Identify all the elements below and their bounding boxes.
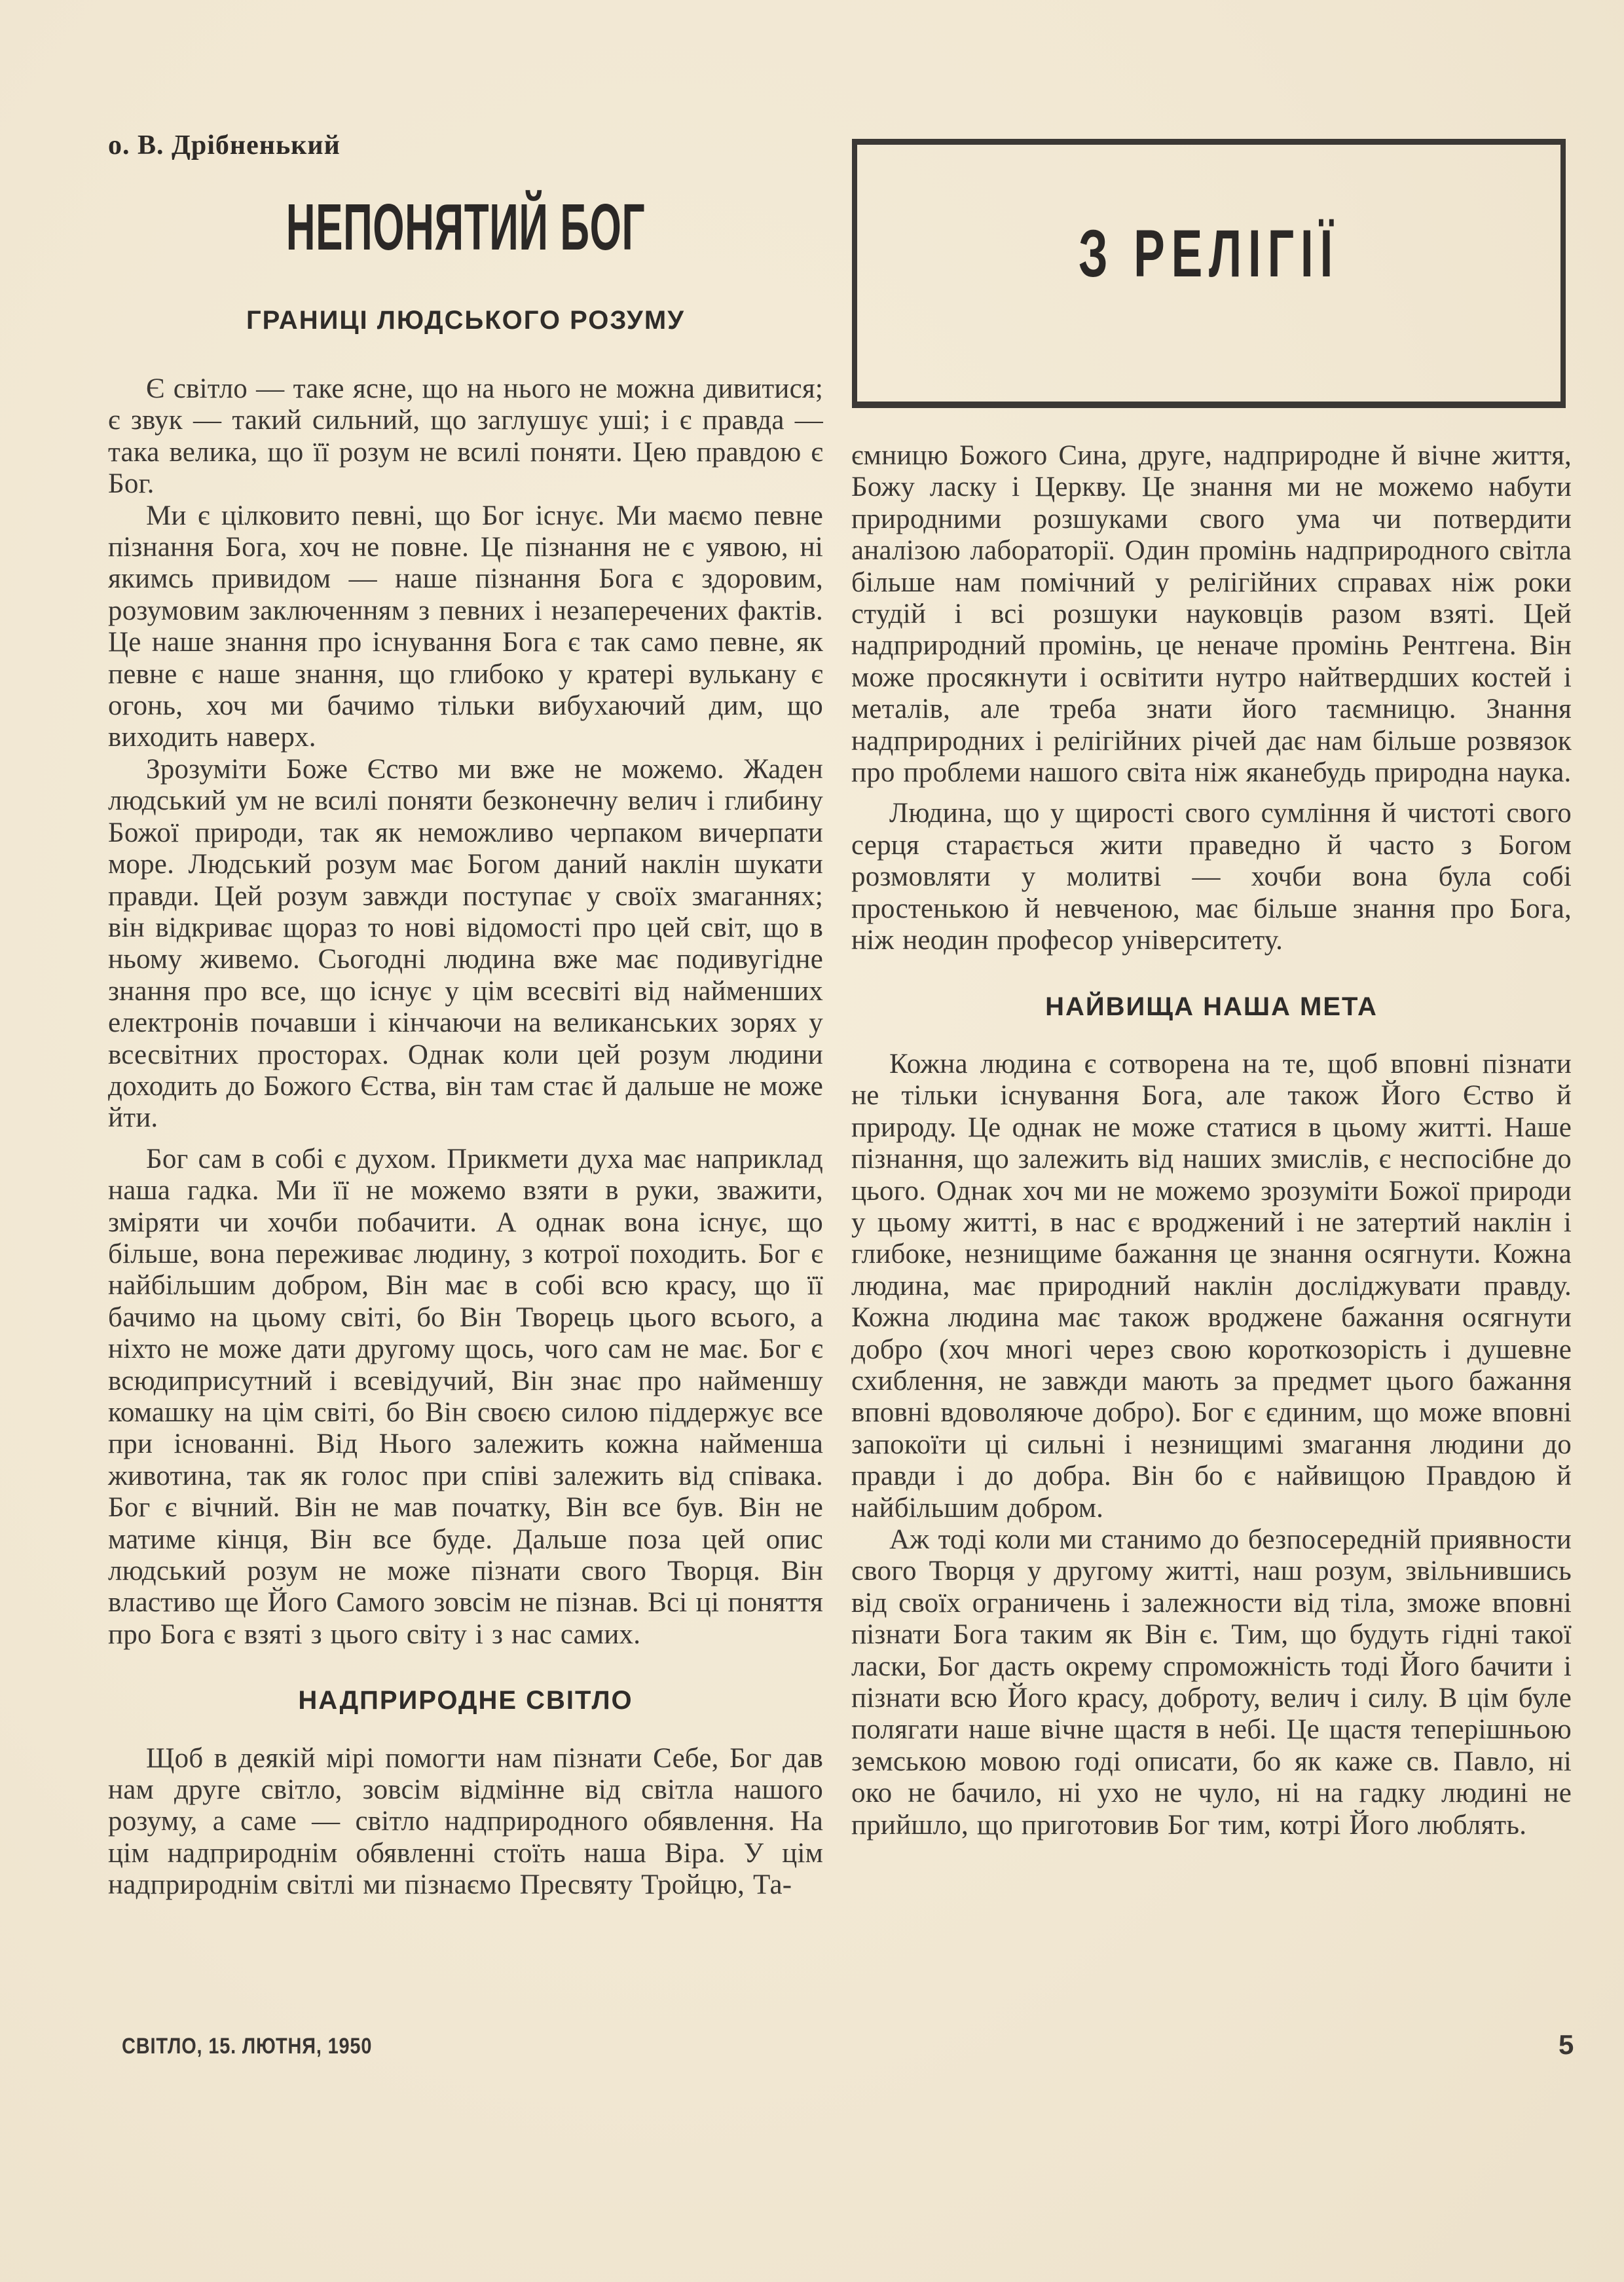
paragraph: Кожна людина є сотворена на те, щоб вповні пізнати не тільки існування Бога, але також Його Єство й природу. Це однак не може статися в цьому житті. Наше пізнання, що залежить від наших змислів, є неспосібне до цього. Однак хоч ми не можемо зрозуміти Божої природи у цьому житті, в нас є вроджений і не затертий наклін і глибоке, незнищиме бажання це знання осягнути. Кожна людина, має природний наклін досліджувати правду. Кожна людина має також вроджене бажання осягнути добро (хоч многі через свою короткозорість і душевне схиблення, не завжди мають за предмет цього бажання вповні вдоволяюче добро). Бог є єдиним, що може вповні запокоїти ці сильні і незнищимі змагання людини до правди і до добра. Він бо є найвищою Правдою й найбільшим добром.	[851, 1048, 1572, 1524]
page-number: 5	[1559, 2029, 1574, 2060]
author-byline: о. В. Дрібненький	[108, 130, 341, 160]
paragraph: Аж тоді коли ми станимо до безпосередній приявности свого Творця у другому житті, наш розум, звільнившись від своїх ограничень і залежности від тіла, зможе вповні пізнати Бога таким як Він є. Тим, що будуть гідні такої ласки, Бог дасть окрему спроможність тоді Його бачити і пізнати всю Його красу, доброту, велич і силу. В цім буле полягати наше вічне щастя в небі. Це щастя теперішньою земською мовою годі описати, бо як каже св. Павло, ні око не бачило, ні ухо не чуло, ні на гадку людині не прийшло, що приготовив Бог тим, котрі Його люблять.	[851, 1524, 1572, 1841]
paragraph: ємницю Божого Сина, друге, надприродне й вічне життя, Божу ласку і Церкву. Це знання ми не можемо набути природними розшуками свого ума чи потвердити аналізою лабораторії. Один промінь надприродного світла більше нам помічний у релігійних справах ніж роки студій і всі розшуки науковців разом взяті. Цей надприродний промінь, це неначе промінь Рентгена. Він може просякнути і освітити нутро найтвердших костей і металів, але треба знати його таємницю. Знання надприродних і релігійних річей дає нам більше розвязок про проблеми нашого світа ніж яканебудь природна наука.	[851, 440, 1572, 789]
paragraph: Бог сам в собі є духом. Прикмети духа має наприклад наша гадка. Ми її не можемо взяти в руки, зважити, зміряти чи хочби побачити. А однак вона існує, що більше, вона переживає людину, з котрої походить. Бог є найбільшим добром, Він має в собі всю красу, що її бачимо на цьому світі, бо Він Творець цього всього, а ніхто не може дати другому щось, чого сам не має. Бог є всюдиприсутний і всевідучий, Він знає про найменшу комашку на цім світі, бо Він своєю силою піддержує все при існованні. Від Нього залежить кожна найменша животина, так як голос при співі залежить від співака. Бог є вічний. Він не мав початку, Він все був. Він не матиме кінця, Він все буде. Дальше поза цей опис людський розум не може пізнати свого Творця. Він властиво ще Його Самого зовсім не пізнав. Всі ці поняття про Бога є взяті з цього світу і з нас самих.	[108, 1143, 823, 1650]
left-column	[108, 373, 823, 1901]
footer-publication-date: СВІТЛО, 15. ЛЮТНЯ, 1950	[122, 2034, 373, 2059]
paragraph: Щоб в деякій мірі помогти нам пізнати Себе, Бог дав нам друге світло, зовсім відмінне від світла нашого розуму, а саме — світло надприродного обявлення. На цім надприроднім обявленні стоїть наша Віра. У цім надприроднім світлі ми пізнаємо Пресвяту Тройцю, Та-	[108, 1742, 823, 1901]
section-heading-supernatural-light: НАДПРИРОДНЕ СВІТЛО	[298, 1686, 633, 1715]
paragraph: Ми є цілковито певні, що Бог існує. Ми маємо певне пізнання Бога, хоч не повне. Це пізнання не є уявою, ні якимсь привидом — наше пізнання Бога є здоровим, розумовим заключенням з певних і незаперечених фактів. Це наше знання про існування Бога є так само певне, як певне є наше знання, що глибоко у кратері вулькану є огонь, хоч ми бачимо тільки вибухаючий дим, що виходить наверх.	[108, 500, 823, 753]
section-heading-limits-of-reason: ГРАНИЦІ ЛЮДСЬКОГО РОЗУМУ	[246, 306, 686, 335]
paragraph: Є світло — таке ясне, що на нього не можна дивитися; є звук — такий сильний, що заглушує уші; і є правда — така велика, що її розум не всилі поняти. Цею правдою є Бог.	[108, 373, 823, 500]
section-heading-highest-goal: НАЙВИЩА НАША МЕТА	[1045, 992, 1378, 1021]
section-label: З РЕЛІГІЇ	[1079, 216, 1339, 291]
right-column	[851, 440, 1572, 1841]
section-label-box	[852, 139, 1566, 408]
paragraph: Людина, що у щирості свого сумління й чистоті свого серця старається жити праведно й часто з Богом розмовляти у молитві — хочби вона була собі простенькою й невченою, має більше знання про Бога, ніж неодин професор університету.	[851, 798, 1572, 956]
paragraph: Зрозуміти Боже Єство ми вже не можемо. Жаден людський ум не всилі поняти безконечну велич і глибину Божої природи, так як неможливо черпаком вичерпати море. Людський розум має Богом даний наклін шукати правди. Цей розум завжди поступає у своїх змаганнях; він відкриває щораз то нові відомості про цей світ, що в ньому живемо. Сьогодні людина вже має подивугідне знання про все, що існує у цім всесвіті від найменших електронів почавши і кінчаючи на великанських зорях у всесвітних просторах. Однак коли цей розум людини доходить до Божого Єства, він там стає й дальше не може йти.	[108, 753, 823, 1134]
article-title: НЕПОНЯТИЙ БОГ	[286, 191, 646, 264]
